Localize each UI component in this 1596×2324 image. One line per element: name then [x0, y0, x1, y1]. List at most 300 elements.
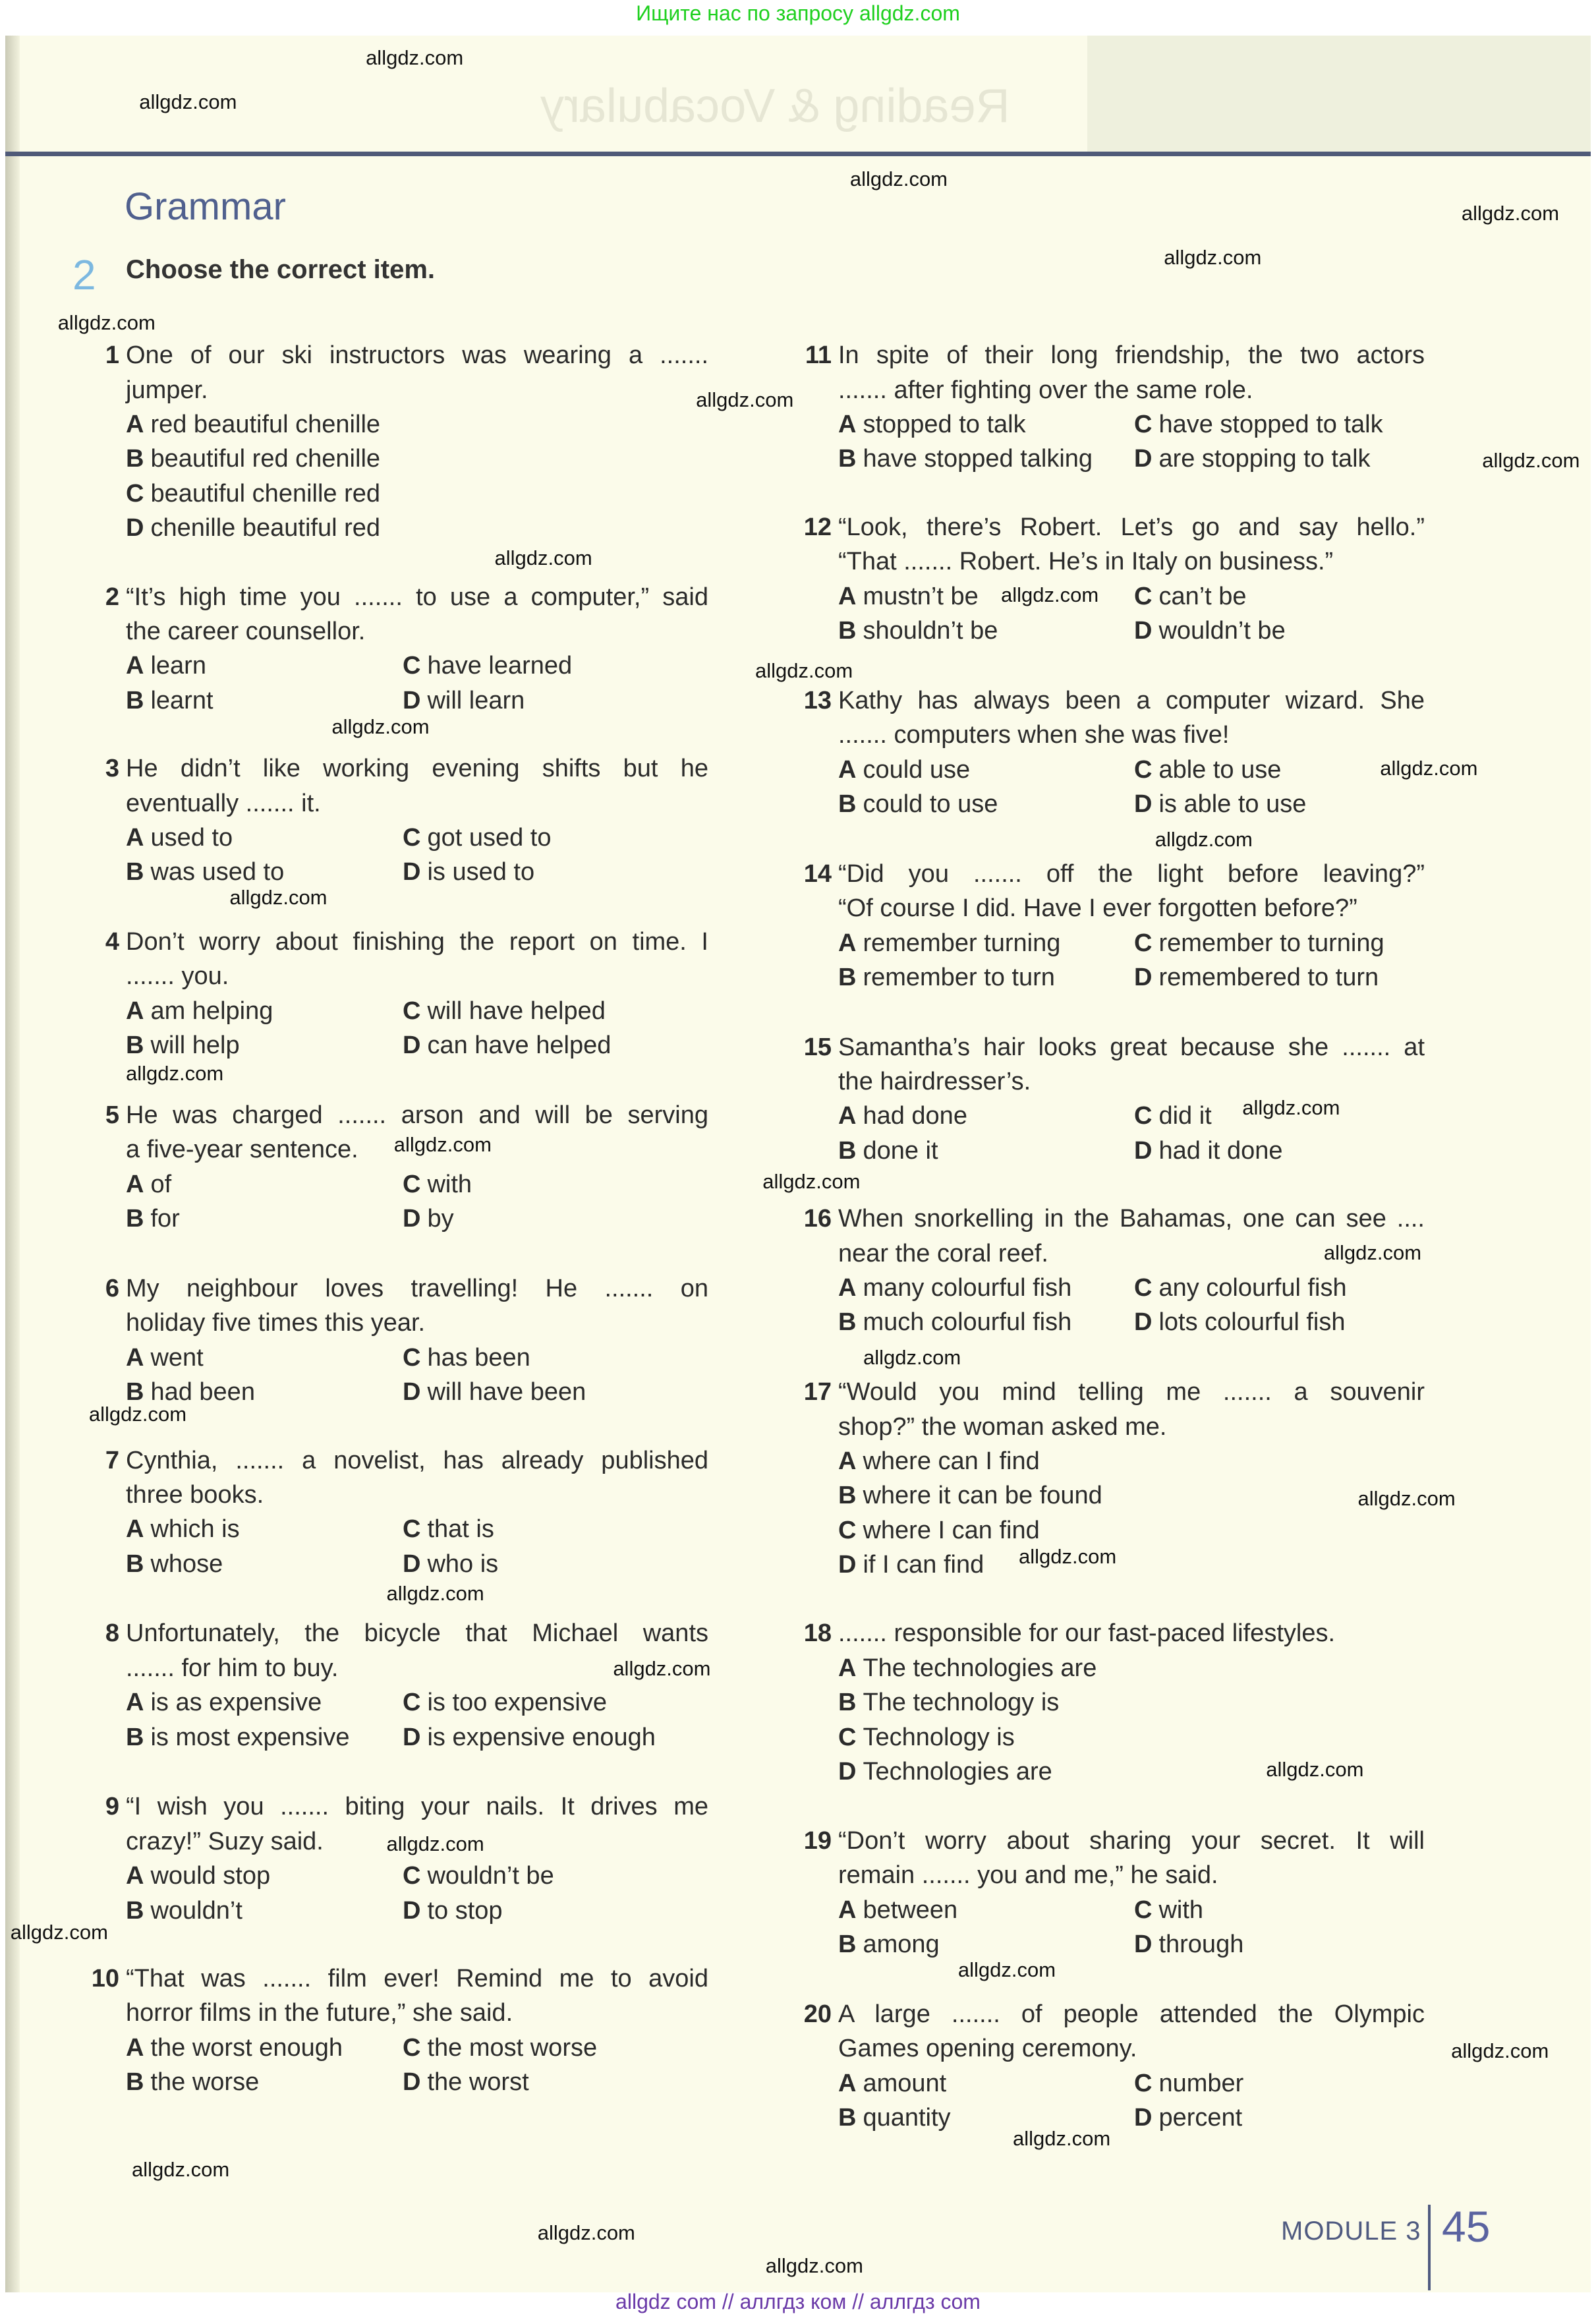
option-a[interactable]: [838, 926, 1060, 960]
option-text: will help: [150, 1031, 240, 1060]
option-c[interactable]: [1134, 1893, 1203, 1927]
question-stem-line: “That ....... Robert. He’s in Italy on business.”: [838, 548, 1334, 576]
option-letter: B: [838, 1931, 857, 1959]
watermark: allgdz.com: [849, 167, 948, 190]
option-text: The technology is: [863, 1689, 1060, 1717]
option-a[interactable]: [838, 753, 970, 787]
option-d[interactable]: [838, 1755, 1052, 1789]
option-d[interactable]: [1134, 787, 1306, 821]
watermark: allgdz.com: [755, 658, 853, 682]
option-text: got used to: [427, 823, 552, 852]
option-letter: C: [1134, 755, 1153, 784]
question-number: 2: [105, 583, 119, 611]
watermark: allgdz.com: [1451, 2039, 1549, 2063]
option-a[interactable]: [838, 1444, 1040, 1478]
question-stem-line: “Don’t worry about sharing your secret. It will: [838, 1827, 1425, 1855]
watermark: allgdz.com: [366, 45, 464, 69]
question-stem-line: Cynthia, ....... a novelist, has already published: [126, 1446, 708, 1474]
option-text: between: [863, 1896, 958, 1924]
option-text: beautiful red chenille: [150, 445, 381, 473]
question-number: 16: [803, 1205, 832, 1233]
option-c[interactable]: [1134, 579, 1247, 614]
option-c[interactable]: [403, 1512, 494, 1546]
option-letter: C: [1134, 929, 1153, 957]
option-letter: B: [126, 686, 144, 714]
question-stem-line: “Did you ....... off the light before leaving?”: [838, 859, 1425, 888]
option-c[interactable]: [126, 477, 380, 511]
option-letter: D: [1134, 790, 1153, 819]
option-text: will have helped: [427, 997, 606, 1025]
question-number: 1: [105, 341, 119, 370]
option-letter: A: [838, 2069, 857, 2097]
question-stem-line: remain ....... you and me,” he said.: [838, 1861, 1218, 1890]
option-letter: D: [403, 1205, 421, 1233]
option-letter: B: [838, 2104, 857, 2132]
option-letter: D: [403, 686, 421, 714]
option-letter: D: [403, 1378, 421, 1407]
question-stem-line: My neighbour loves travelling! He ....... on: [126, 1274, 708, 1302]
option-a[interactable]: [126, 649, 206, 683]
option-b[interactable]: [126, 683, 214, 718]
option-letter: B: [838, 1136, 857, 1165]
option-letter: C: [1134, 1896, 1153, 1924]
option-text: have stopped to talk: [1158, 411, 1383, 439]
exercise-instruction: Choose the correct item.: [126, 255, 436, 284]
option-letter: B: [838, 1482, 857, 1510]
watermark: allgdz.com: [386, 1832, 484, 1855]
option-letter: B: [838, 445, 857, 473]
option-b[interactable]: [838, 1685, 1059, 1720]
question-number: 12: [803, 513, 832, 541]
option-d[interactable]: [403, 1720, 656, 1755]
option-a[interactable]: [126, 994, 273, 1028]
option-b[interactable]: [126, 1028, 240, 1062]
option-text: have stopped talking: [863, 445, 1093, 473]
option-letter: D: [1134, 2104, 1153, 2132]
option-a[interactable]: [838, 2066, 946, 2101]
option-d[interactable]: [126, 511, 380, 545]
watermark: allgdz.com: [494, 546, 592, 570]
question-stem-line: In spite of their long friendship, the two actors: [838, 341, 1425, 370]
option-d[interactable]: [403, 683, 525, 718]
option-letter: B: [126, 1031, 144, 1060]
option-text: could use: [863, 755, 971, 784]
watermark: allgdz.com: [229, 885, 328, 909]
watermark: allgdz.com: [1323, 1240, 1422, 1264]
section-title: Grammar: [125, 185, 286, 228]
option-text: am helping: [150, 997, 273, 1025]
option-c[interactable]: [403, 1859, 554, 1893]
option-b[interactable]: [126, 855, 284, 889]
option-c[interactable]: [403, 1341, 530, 1375]
option-letter: B: [838, 1689, 857, 1717]
option-text: learn: [150, 652, 206, 680]
question-stem-line: “Of course I did. Have I ever forgotten before?”: [838, 894, 1357, 923]
option-letter: D: [1134, 617, 1153, 645]
option-b[interactable]: [838, 1927, 940, 1961]
option-letter: B: [126, 1205, 144, 1233]
option-letter: D: [403, 2068, 421, 2097]
option-text: has been: [427, 1343, 530, 1372]
option-text: is most expensive: [150, 1723, 350, 1751]
option-b[interactable]: [838, 442, 1093, 476]
option-text: amount: [863, 2069, 947, 2097]
option-letter: C: [403, 997, 421, 1025]
option-text: where can I find: [863, 1447, 1040, 1475]
option-b[interactable]: [838, 614, 998, 648]
option-letter: B: [126, 2068, 144, 2097]
option-text: red beautiful chenille: [150, 411, 381, 439]
option-a[interactable]: [126, 1167, 171, 1202]
option-c[interactable]: [838, 1513, 1040, 1548]
option-text: able to use: [1158, 755, 1282, 784]
option-text: whose: [150, 1550, 223, 1578]
option-text: number: [1158, 2069, 1244, 2097]
watermark: allgdz.com: [57, 310, 156, 334]
question-stem-line: “I wish you ....... biting your nails. It drives me: [126, 1793, 708, 1821]
question-stem-line: horror films in the future,” she said.: [126, 1999, 513, 2027]
option-b[interactable]: [838, 960, 1055, 995]
option-letter: D: [403, 1896, 421, 1925]
option-letter: C: [403, 1170, 421, 1198]
footer-divider: [1428, 2205, 1431, 2290]
watermark: allgdz.com: [863, 1346, 961, 1370]
question-stem-line: three books.: [126, 1480, 264, 1509]
option-d[interactable]: [1134, 442, 1371, 476]
option-text: where it can be found: [863, 1482, 1102, 1510]
option-b[interactable]: [126, 1202, 180, 1236]
watermark: allgdz.com: [1018, 1544, 1117, 1568]
option-a[interactable]: [126, 1685, 322, 1720]
option-letter: C: [1134, 1102, 1153, 1130]
option-c[interactable]: [838, 1720, 1015, 1755]
question-stem-line: eventually ....... it.: [126, 789, 321, 817]
question-stem-line: ....... responsible for our fast-paced lifestyles.: [838, 1619, 1336, 1648]
option-d[interactable]: [403, 1028, 611, 1062]
option-text: where I can find: [863, 1516, 1040, 1544]
option-letter: D: [403, 1550, 421, 1578]
option-c[interactable]: [1134, 1271, 1347, 1305]
option-text: of: [150, 1170, 172, 1198]
option-d[interactable]: [403, 1547, 498, 1581]
option-b[interactable]: [838, 1305, 1071, 1339]
option-text: learnt: [150, 686, 214, 714]
question-2: [105, 580, 708, 714]
option-text: wouldn’t be: [1158, 617, 1286, 645]
option-text: had done: [863, 1102, 967, 1130]
option-letter: A: [838, 411, 857, 439]
search-banner: Ищите нас по запросу allgdz.com: [636, 1, 960, 25]
option-b[interactable]: [838, 1478, 1102, 1513]
option-text: remember turning: [863, 929, 1061, 957]
option-letter: C: [1134, 411, 1153, 439]
question-6: [105, 1271, 708, 1407]
option-a[interactable]: [838, 579, 979, 614]
option-a[interactable]: [838, 407, 1026, 442]
question-stem-line: Kathy has always been a computer wizard. She: [838, 686, 1425, 714]
option-text: can have helped: [427, 1031, 612, 1060]
watermark: allgdz.com: [1164, 245, 1262, 269]
option-text: could to use: [863, 790, 998, 819]
watermark: allgdz.com: [765, 2253, 863, 2277]
option-letter: C: [1134, 2069, 1153, 2097]
option-letter: D: [838, 1758, 857, 1786]
option-a[interactable]: [838, 1893, 957, 1927]
watermark: allgdz.com: [10, 1921, 108, 1944]
option-letter: C: [403, 1515, 421, 1544]
option-text: remember to turning: [1158, 929, 1384, 957]
option-c[interactable]: [403, 994, 606, 1028]
option-text: is able to use: [1158, 790, 1307, 819]
watermark: allgdz.com: [1357, 1486, 1456, 1510]
question-20: [803, 1997, 1425, 2132]
option-c[interactable]: [403, 1167, 472, 1202]
watermark: allgdz.com: [139, 90, 237, 114]
option-letter: A: [126, 411, 144, 439]
question-stem-line: ....... for him to buy.: [126, 1654, 339, 1682]
option-text: mustn’t be: [863, 582, 979, 610]
question-number: 8: [105, 1619, 119, 1648]
option-text: the worst: [427, 2068, 529, 2097]
option-b[interactable]: [126, 1894, 242, 1928]
question-stem-line: A large ....... of people attended the Olympic: [838, 2000, 1425, 2028]
option-text: had been: [150, 1378, 255, 1407]
option-b[interactable]: [838, 787, 998, 821]
option-letter: A: [126, 823, 144, 852]
question-7: [105, 1443, 708, 1578]
option-text: is too expensive: [427, 1689, 607, 1717]
option-letter: B: [838, 963, 857, 991]
option-text: had it done: [1158, 1136, 1283, 1165]
option-letter: D: [1134, 1308, 1153, 1337]
option-letter: B: [126, 858, 144, 886]
question-stem-line: “Look, there’s Robert. Let’s go and say hello.”: [838, 513, 1425, 541]
question-stem-line: shop?” the woman asked me.: [838, 1412, 1167, 1441]
question-stem-line: He didn’t like working evening shifts but he: [126, 755, 708, 783]
option-a[interactable]: [126, 2031, 343, 2065]
watermark: allgdz.com: [1461, 201, 1560, 225]
question-stem-line: Don’t worry about finishing the report on time. I: [126, 928, 708, 956]
option-text: if I can find: [863, 1551, 984, 1579]
option-c[interactable]: [1134, 2066, 1243, 2101]
question-stem-line: Samantha’s hair looks great because she ....... at: [838, 1033, 1425, 1061]
question-stem-line: a five-year sentence.: [126, 1136, 358, 1164]
option-letter: C: [1134, 1274, 1153, 1302]
watermark: allgdz.com: [1013, 2126, 1111, 2150]
option-text: by: [427, 1205, 454, 1233]
option-text: wouldn’t: [150, 1896, 242, 1925]
option-a[interactable]: [838, 1099, 967, 1133]
option-text: wouldn’t be: [427, 1862, 554, 1890]
question-stem-line: holiday five times this year.: [126, 1309, 426, 1337]
option-letter: D: [403, 1031, 421, 1060]
question-number: 3: [105, 755, 119, 783]
option-letter: B: [126, 1896, 144, 1925]
option-c[interactable]: [1134, 753, 1281, 787]
option-letter: C: [403, 823, 421, 852]
option-d[interactable]: [1134, 1134, 1283, 1168]
option-text: can’t be: [1158, 582, 1247, 610]
option-letter: C: [403, 652, 421, 680]
option-text: the worst enough: [150, 2033, 343, 2062]
option-text: to stop: [427, 1896, 503, 1925]
option-text: for: [150, 1205, 180, 1233]
option-text: remember to turn: [863, 963, 1055, 991]
option-text: is as expensive: [150, 1689, 322, 1717]
option-a[interactable]: [126, 1859, 270, 1893]
option-d[interactable]: [403, 1894, 503, 1928]
question-stem-line: crazy!” Suzy said.: [126, 1827, 324, 1855]
option-d[interactable]: [838, 1548, 984, 1582]
watermark: allgdz.com: [1266, 1758, 1364, 1782]
option-a[interactable]: [126, 1512, 240, 1546]
question-number: 9: [105, 1793, 119, 1821]
watermark: allgdz.com: [1380, 757, 1478, 780]
option-letter: A: [838, 755, 857, 784]
option-text: is expensive enough: [427, 1723, 656, 1751]
option-text: is used to: [427, 858, 535, 886]
option-letter: A: [126, 1689, 144, 1717]
option-text: Technology is: [863, 1723, 1015, 1751]
option-c[interactable]: [403, 1685, 607, 1720]
module-label: MODULE 3: [1281, 2217, 1421, 2246]
option-c[interactable]: [1134, 926, 1384, 960]
option-d[interactable]: [403, 1202, 454, 1236]
option-text: among: [863, 1931, 940, 1959]
option-text: any colourful fish: [1158, 1274, 1347, 1302]
option-d[interactable]: [1134, 1305, 1345, 1339]
option-a[interactable]: [838, 1271, 1071, 1305]
header-divider: [5, 152, 1591, 156]
option-text: beautiful chenille red: [150, 479, 381, 508]
option-letter: C: [838, 1516, 857, 1544]
option-a[interactable]: [126, 407, 380, 442]
option-letter: C: [1134, 582, 1153, 610]
watermark: allgdz.com: [1001, 583, 1099, 607]
option-c[interactable]: [1134, 1099, 1212, 1133]
option-d[interactable]: [1134, 2101, 1242, 2135]
question-number: 5: [105, 1101, 119, 1129]
option-text: Technologies are: [863, 1758, 1052, 1786]
option-letter: B: [126, 1550, 144, 1578]
option-letter: B: [838, 1308, 857, 1337]
option-letter: D: [403, 1723, 421, 1751]
option-letter: D: [126, 514, 144, 542]
option-c[interactable]: [403, 821, 552, 855]
watermark: allgdz.com: [1242, 1095, 1340, 1119]
watermark: allgdz.com: [1482, 448, 1580, 472]
option-text: quantity: [863, 2104, 951, 2132]
question-stem-line: “Would you mind telling me ....... a souvenir: [838, 1378, 1425, 1407]
question-14: [803, 857, 1425, 991]
option-letter: A: [838, 929, 857, 957]
watermark: allgdz.com: [88, 1402, 187, 1426]
bleed-through-header-box: [1087, 36, 1591, 154]
question-stem-line: near the coral reef.: [838, 1239, 1048, 1267]
question-stem-line: “That was ....... film ever! Remind me to avoid: [126, 1964, 708, 1992]
option-letter: B: [838, 790, 857, 819]
watermark: allgdz.com: [613, 1657, 711, 1681]
question-10: [91, 1961, 708, 2097]
option-letter: A: [126, 2033, 144, 2062]
option-text: will learn: [427, 686, 525, 714]
option-letter: B: [126, 1378, 144, 1407]
option-letter: A: [838, 1274, 857, 1302]
option-letter: C: [838, 1723, 857, 1751]
option-letter: D: [1134, 1136, 1153, 1165]
option-letter: A: [126, 997, 144, 1025]
question-stem-line: ....... you.: [126, 962, 229, 991]
option-letter: D: [838, 1551, 857, 1579]
option-a[interactable]: [126, 821, 233, 855]
option-letter: D: [1134, 1931, 1153, 1959]
watermark: allgdz.com: [331, 715, 430, 739]
option-letter: A: [838, 1447, 857, 1475]
option-a[interactable]: [126, 1341, 204, 1375]
question-number: 7: [105, 1446, 119, 1474]
watermark: allgdz.com: [132, 2157, 230, 2181]
question-number: 14: [803, 859, 832, 888]
option-letter: A: [126, 1862, 144, 1890]
option-text: chenille beautiful red: [150, 514, 381, 542]
option-text: have learned: [427, 652, 573, 680]
option-d[interactable]: [1134, 614, 1286, 648]
option-b[interactable]: [126, 1547, 223, 1581]
option-text: are stopping to talk: [1158, 445, 1371, 473]
question-number: 10: [91, 1964, 119, 1992]
option-text: would stop: [150, 1862, 271, 1890]
question-stem-line: When snorkelling in the Bahamas, one can see ....: [838, 1205, 1425, 1233]
option-letter: A: [838, 1654, 857, 1682]
question-number: 19: [803, 1827, 832, 1855]
exercise-number: 2: [72, 251, 96, 299]
question-stem-line: the hairdresser’s.: [838, 1068, 1031, 1096]
option-letter: C: [403, 1862, 421, 1890]
option-d[interactable]: [1134, 1927, 1243, 1961]
option-b[interactable]: [838, 1134, 938, 1168]
watermark: allgdz.com: [126, 1062, 224, 1086]
option-text: was used to: [150, 858, 285, 886]
option-text: which is: [150, 1515, 240, 1544]
option-text: The technologies are: [863, 1654, 1097, 1682]
option-b[interactable]: [126, 1720, 349, 1755]
option-text: did it: [1158, 1102, 1212, 1130]
option-letter: A: [126, 652, 144, 680]
option-d[interactable]: [1134, 960, 1379, 995]
question-number: 20: [803, 2000, 832, 2028]
option-b[interactable]: [126, 442, 380, 476]
bleed-through-heading: Reading & Vocabulary: [540, 80, 1010, 132]
question-stem-line: the career counsellor.: [126, 617, 366, 645]
option-c[interactable]: [403, 649, 572, 683]
option-d[interactable]: [403, 855, 534, 889]
question-stem-line: He was charged ....... arson and will be serving: [126, 1101, 708, 1129]
option-b[interactable]: [838, 2101, 951, 2135]
option-a[interactable]: [838, 1651, 1097, 1685]
option-letter: C: [403, 2033, 421, 2062]
option-c[interactable]: [403, 2031, 597, 2065]
question-number: 6: [105, 1274, 119, 1302]
question-11: [805, 338, 1425, 473]
watermark: allgdz.com: [1154, 828, 1253, 852]
option-d[interactable]: [403, 2065, 529, 2099]
option-text: done it: [863, 1136, 938, 1165]
option-d[interactable]: [403, 1375, 586, 1409]
option-b[interactable]: [126, 2065, 259, 2099]
option-text: used to: [150, 823, 233, 852]
option-letter: A: [838, 1102, 857, 1130]
option-c[interactable]: [1134, 407, 1383, 442]
